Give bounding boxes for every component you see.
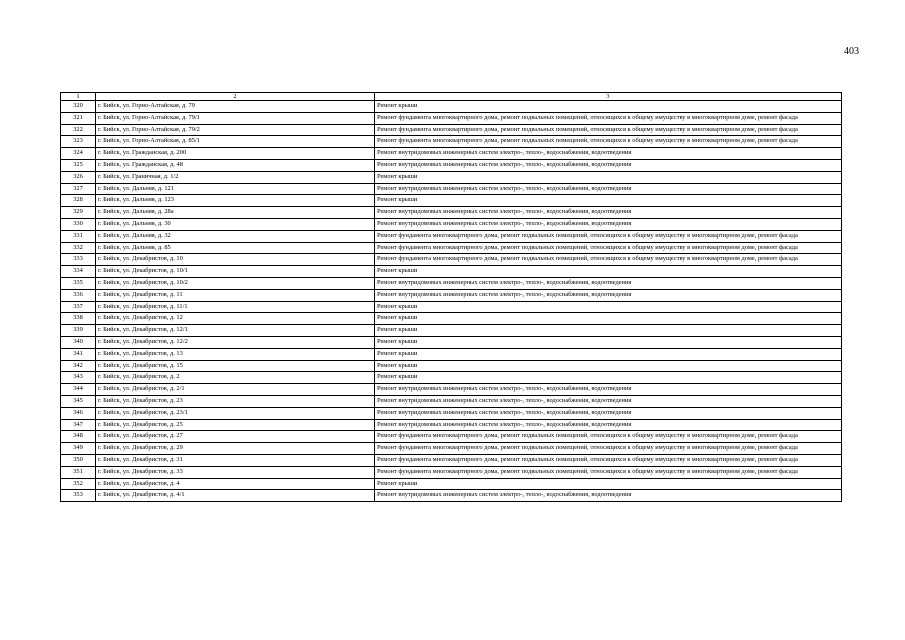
row-number: 322 [61,124,96,136]
row-address: г. Бийск, ул. Декабристов, д. 27 [96,431,375,443]
row-address: г. Бийск, ул. Декабристов, д. 33 [96,466,375,478]
row-work-type: Ремонт внутридомовых инженерных систем электро-, тепло-, водоснабжения, водоотведения [375,384,842,396]
row-work-type: Ремонт крыши [375,372,842,384]
row-work-type: Ремонт фундамента многоквартирного дома, ремонт подвальных помещений, относящихся к общему имуществу в многоквартирном доме, ремонт фасада [375,112,842,124]
table-row [61,443,842,455]
row-number: 326 [61,171,96,183]
row-address: г. Бийск, ул. Декабристов, д. 4/1 [96,490,375,502]
table-row [61,360,842,372]
row-work-type: Ремонт внутридомовых инженерных систем электро-, тепло-, водоснабжения, водоотведения [375,407,842,419]
row-address: г. Бийск, ул. Дальняя, д. 32 [96,230,375,242]
table-row [61,266,842,278]
row-address: г. Бийск, ул. Декабристов, д. 10 [96,254,375,266]
row-number: 345 [61,395,96,407]
row-number: 350 [61,454,96,466]
table-row [61,454,842,466]
row-address: г. Бийск, ул. Дальняя, д. 121 [96,183,375,195]
row-work-type: Ремонт внутридомовых инженерных систем электро-, тепло-, водоснабжения, водоотведения [375,207,842,219]
row-address: г. Бийск, ул. Декабристов, д. 10/2 [96,277,375,289]
row-number: 346 [61,407,96,419]
row-number: 321 [61,112,96,124]
table-row [61,218,842,230]
row-work-type: Ремонт внутридомовых инженерных систем электро-, тепло-, водоснабжения, водоотведения [375,159,842,171]
row-work-type: Ремонт крыши [375,101,842,113]
row-number: 351 [61,466,96,478]
row-work-type: Ремонт крыши [375,325,842,337]
row-number: 343 [61,372,96,384]
table-row [61,301,842,313]
row-number: 320 [61,101,96,113]
row-address: г. Бийск, ул. Декабристов, д. 2/1 [96,384,375,396]
row-work-type: Ремонт крыши [375,301,842,313]
row-address: г. Бийск, ул. Декабристов, д. 12/1 [96,325,375,337]
row-address: г. Бийск, ул. Декабристов, д. 23 [96,395,375,407]
row-work-type: Ремонт внутридомовых инженерных систем электро-, тепло-, водоснабжения, водоотведения [375,419,842,431]
row-address: г. Бийск, ул. Декабристов, д. 12/2 [96,336,375,348]
row-address: г. Бийск, ул. Дальняя, д. 123 [96,195,375,207]
row-number: 348 [61,431,96,443]
row-work-type: Ремонт фундамента многоквартирного дома, ремонт подвальных помещений, относящихся к общему имуществу в многоквартирном доме, ремонт фасада [375,443,842,455]
row-work-type: Ремонт крыши [375,336,842,348]
row-work-type: Ремонт внутридомовых инженерных систем электро-, тепло-, водоснабжения, водоотведения [375,277,842,289]
row-address: г. Бийск, ул. Гражданская, д. 48 [96,159,375,171]
table-row [61,254,842,266]
page-number: 403 [844,46,859,57]
row-work-type: Ремонт крыши [375,171,842,183]
row-address: г. Бийск, ул. Декабристов, д. 29 [96,443,375,455]
row-number: 352 [61,478,96,490]
table-body [61,101,842,502]
row-work-type: Ремонт фундамента многоквартирного дома, ремонт подвальных помещений, относящихся к общему имуществу в многоквартирном доме, ремонт фасада [375,230,842,242]
table-row [61,230,842,242]
table-row [61,490,842,502]
table-row [61,466,842,478]
row-number: 327 [61,183,96,195]
row-number: 337 [61,301,96,313]
table-row [61,136,842,148]
row-address: г. Бийск, ул. Горно-Алтайская, д. 79/2 [96,124,375,136]
row-number: 344 [61,384,96,396]
row-address: г. Бийск, ул. Дальняя, д. 85 [96,242,375,254]
row-number: 341 [61,348,96,360]
table-row [61,395,842,407]
row-number: 323 [61,136,96,148]
row-address: г. Бийск, ул. Горно-Алтайская, д. 79/1 [96,112,375,124]
row-work-type: Ремонт крыши [375,195,842,207]
row-work-type: Ремонт крыши [375,313,842,325]
table-row [61,336,842,348]
row-work-type: Ремонт внутридомовых инженерных систем электро-, тепло-, водоснабжения, водоотведения [375,183,842,195]
table-row [61,101,842,113]
table-row [61,171,842,183]
row-address: г. Бийск, ул. Гражданская, д. 200 [96,148,375,160]
column-header-address: 2 [96,93,375,101]
registry-table [60,92,842,502]
row-address: г. Бийск, ул. Декабристов, д. 4 [96,478,375,490]
table-row [61,289,842,301]
table-row [61,183,842,195]
row-number: 353 [61,490,96,502]
row-number: 336 [61,289,96,301]
row-work-type: Ремонт крыши [375,478,842,490]
row-number: 332 [61,242,96,254]
table-row [61,372,842,384]
row-work-type: Ремонт фундамента многоквартирного дома, ремонт подвальных помещений, относящихся к общему имуществу в многоквартирном доме, ремонт фасада [375,136,842,148]
table-row [61,242,842,254]
row-number: 342 [61,360,96,372]
row-address: г. Бийск, ул. Декабристов, д. 11/1 [96,301,375,313]
row-number: 340 [61,336,96,348]
row-address: г. Бийск, ул. Декабристов, д. 12 [96,313,375,325]
table-row [61,407,842,419]
row-number: 324 [61,148,96,160]
row-work-type: Ремонт фундамента многоквартирного дома, ремонт подвальных помещений, относящихся к общему имуществу в многоквартирном доме, ремонт фасада [375,466,842,478]
table-row [61,313,842,325]
row-address: г. Бийск, ул. Декабристов, д. 10/1 [96,266,375,278]
row-work-type: Ремонт внутридомовых инженерных систем электро-, тепло-, водоснабжения, водоотведения [375,218,842,230]
row-number: 328 [61,195,96,207]
row-address: г. Бийск, ул. Горно-Алтайская, д. 85/1 [96,136,375,148]
row-work-type: Ремонт крыши [375,360,842,372]
row-number: 331 [61,230,96,242]
table-row [61,277,842,289]
row-address: г. Бийск, ул. Декабристов, д. 15 [96,360,375,372]
table-row [61,348,842,360]
table-row [61,207,842,219]
row-work-type: Ремонт фундамента многоквартирного дома, ремонт подвальных помещений, относящихся к общему имуществу в многоквартирном доме, ремонт фасада [375,431,842,443]
row-work-type: Ремонт внутридомовых инженерных систем электро-, тепло-, водоснабжения, водоотведения [375,289,842,301]
column-number-row [61,93,842,101]
row-address: г. Бийск, ул. Декабристов, д. 23/1 [96,407,375,419]
row-address: г. Бийск, ул. Декабристов, д. 25 [96,419,375,431]
column-header-number: 1 [61,93,96,101]
table-row [61,419,842,431]
table-row [61,159,842,171]
row-number: 334 [61,266,96,278]
row-number: 330 [61,218,96,230]
row-work-type: Ремонт внутридомовых инженерных систем электро-, тепло-, водоснабжения, водоотведения [375,148,842,160]
row-work-type: Ремонт крыши [375,348,842,360]
row-work-type: Ремонт фундамента многоквартирного дома, ремонт подвальных помещений, относящихся к общему имуществу в многоквартирном доме, ремонт фасада [375,124,842,136]
table-row [61,325,842,337]
row-work-type: Ремонт крыши [375,266,842,278]
table-row [61,112,842,124]
row-address: г. Бийск, ул. Декабристов, д. 13 [96,348,375,360]
row-work-type: Ремонт внутридомовых инженерных систем электро-, тепло-, водоснабжения, водоотведения [375,395,842,407]
row-address: г. Бийск, ул. Дальняя, д. 30 [96,218,375,230]
column-header-work: 3 [375,93,842,101]
table-row [61,148,842,160]
row-number: 333 [61,254,96,266]
row-number: 347 [61,419,96,431]
table-row [61,124,842,136]
row-address: г. Бийск, ул. Декабристов, д. 2 [96,372,375,384]
row-number: 325 [61,159,96,171]
row-number: 339 [61,325,96,337]
table-row [61,431,842,443]
row-number: 329 [61,207,96,219]
row-address: г. Бийск, ул. Граничная, д. 1/2 [96,171,375,183]
row-work-type: Ремонт фундамента многоквартирного дома, ремонт подвальных помещений, относящихся к общему имуществу в многоквартирном доме, ремонт фасада [375,454,842,466]
row-work-type: Ремонт внутридомовых инженерных систем электро-, тепло-, водоснабжения, водоотведения [375,490,842,502]
row-number: 349 [61,443,96,455]
table-row [61,195,842,207]
row-address: г. Бийск, ул. Дальняя, д. 28а [96,207,375,219]
row-number: 338 [61,313,96,325]
table-row [61,478,842,490]
row-work-type: Ремонт фундамента многоквартирного дома, ремонт подвальных помещений, относящихся к общему имуществу в многоквартирном доме, ремонт фасада [375,254,842,266]
row-work-type: Ремонт фундамента многоквартирного дома, ремонт подвальных помещений, относящихся к общему имуществу в многоквартирном доме, ремонт фасада [375,242,842,254]
row-address: г. Бийск, ул. Горно-Алтайская, д. 79 [96,101,375,113]
table-row [61,384,842,396]
row-address: г. Бийск, ул. Декабристов, д. 11 [96,289,375,301]
row-address: г. Бийск, ул. Декабристов, д. 31 [96,454,375,466]
row-number: 335 [61,277,96,289]
